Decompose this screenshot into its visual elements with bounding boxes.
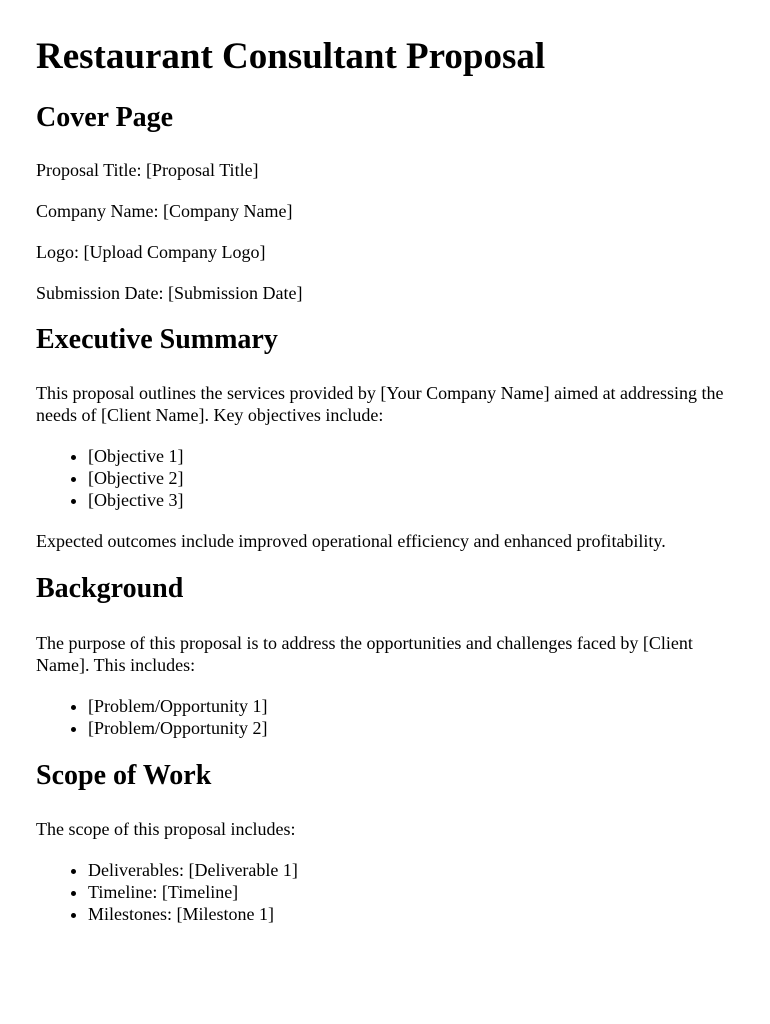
document-title: Restaurant Consultant Proposal	[36, 36, 546, 77]
scope-list	[36, 859, 734, 925]
executive-summary-section	[36, 323, 734, 552]
cover-page-heading: Cover Page	[36, 102, 174, 133]
submission-date-line: Submission Date: [Submission Date]	[36, 283, 303, 303]
background-heading: Background	[36, 573, 184, 604]
list-item: • [Objective 2]	[88, 467, 734, 489]
list-item: • [Objective 1]	[88, 445, 734, 467]
background-section	[36, 572, 734, 739]
scope-of-work-intro: The scope of this proposal includes:	[36, 819, 296, 839]
list-item: • [Objective 3]	[88, 489, 734, 511]
logo-line: Logo: [Upload Company Logo]	[36, 242, 266, 262]
scope-of-work-heading: Scope of Work	[36, 760, 212, 791]
list-item: • [Problem/Opportunity 1]	[88, 695, 734, 717]
cover-page-section	[36, 101, 734, 304]
objectives-list	[36, 445, 734, 511]
executive-summary-intro: This proposal outlines the services provided by [Your Company Name] aimed at addressing the needs of [Client Name]. Key objectives include:	[36, 383, 724, 425]
executive-summary-heading: Executive Summary	[36, 324, 278, 355]
problems-list	[36, 695, 734, 739]
proposal-title-line: Proposal Title: [Proposal Title]	[36, 160, 259, 180]
list-item: • Deliverables: [Deliverable 1]	[88, 859, 734, 881]
company-name-line: Company Name: [Company Name]	[36, 201, 293, 221]
list-item: • [Problem/Opportunity 2]	[88, 717, 734, 739]
expected-outcomes-text: Expected outcomes include improved operational efficiency and enhanced profitability.	[36, 531, 666, 551]
scope-of-work-section	[36, 759, 734, 925]
list-item: • Timeline: [Timeline]	[88, 881, 734, 903]
list-item: • Milestones: [Milestone 1]	[88, 903, 734, 925]
background-intro: The purpose of this proposal is to address the opportunities and challenges faced by [Client Name]. This includes:	[36, 633, 693, 675]
